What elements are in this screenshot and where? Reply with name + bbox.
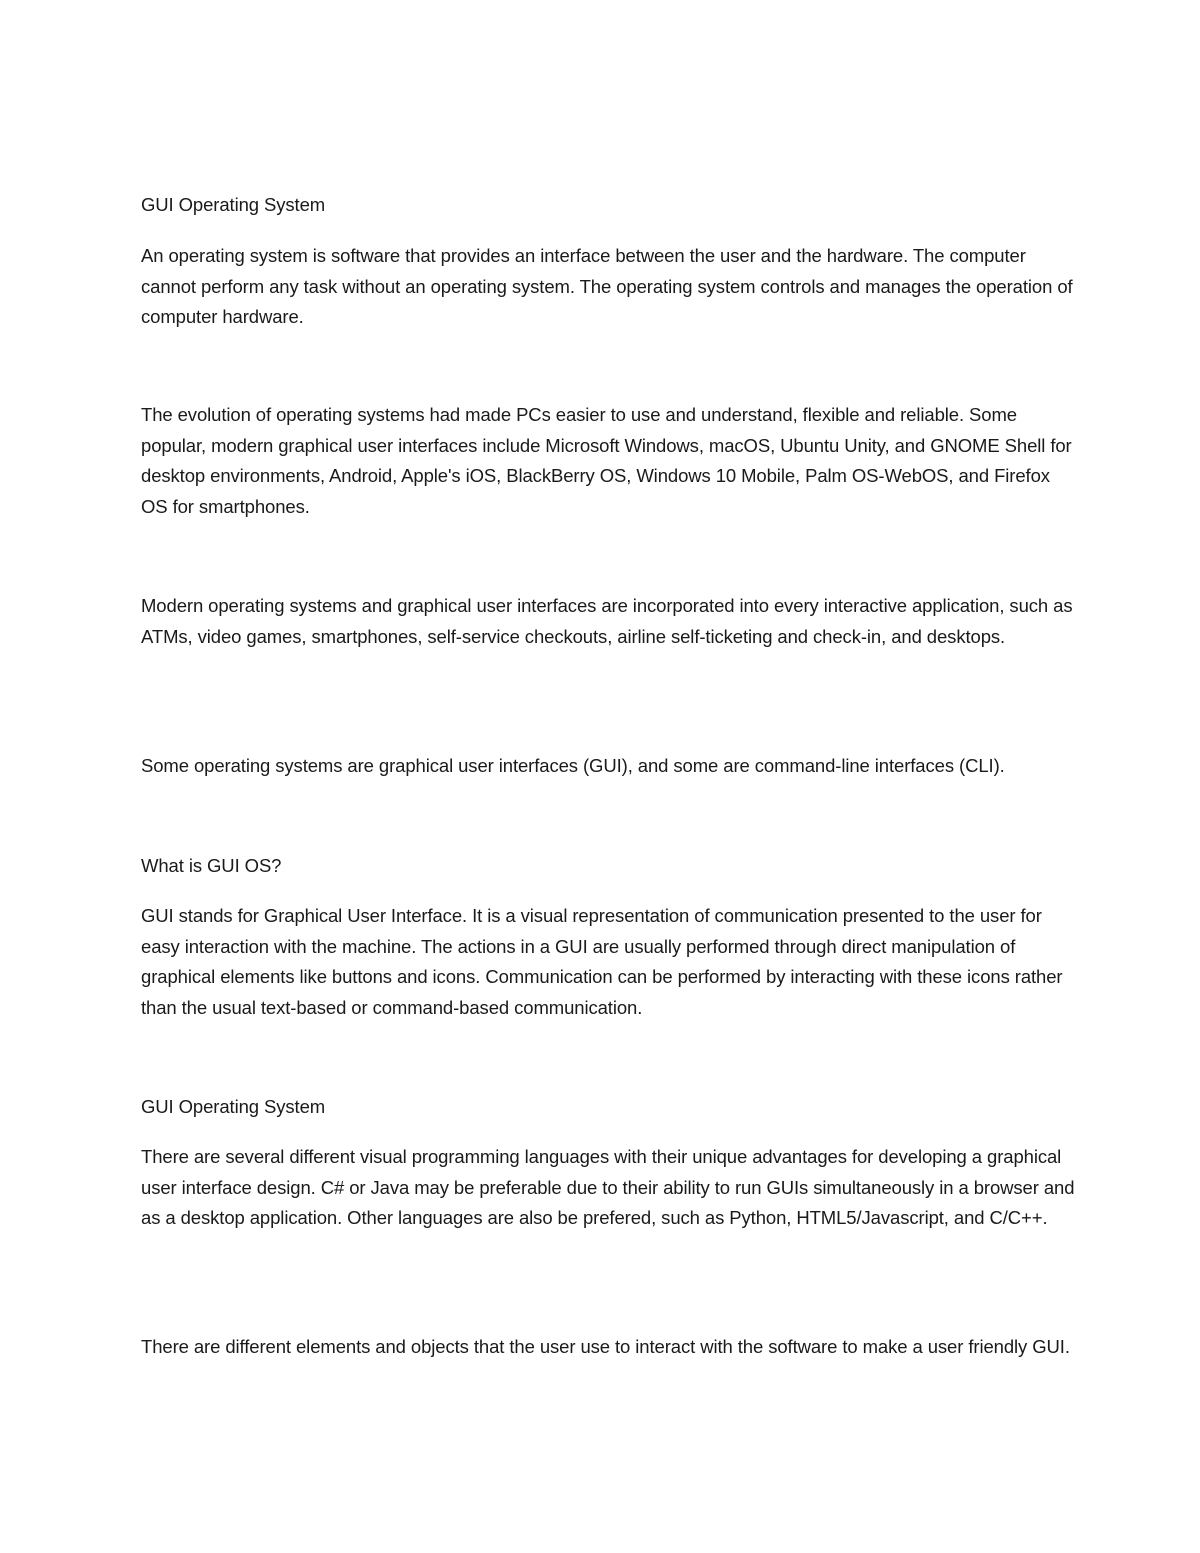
heading-gui-operating-system: GUI Operating System	[141, 194, 326, 215]
paragraph-gui-definition: GUI stands for Graphical User Interface. It is a visual representation of communication presented to the user for easy interaction with the machine. The actions in a GUI are usually performed through direct manipulation of graphical elements like buttons and icons. Communication can be performed by interacting with these icons rather than the usual text-based or command-based communication.	[141, 905, 1063, 1018]
heading-what-is-gui-os: What is GUI OS?	[141, 855, 282, 876]
paragraph-os-definition: An operating system is software that provides an interface between the user and the hardware. The computer cannot perform any task without an operating system. The operating system controls and manages the operation of computer hardware.	[141, 245, 1073, 328]
paragraph-gui-cli: Some operating systems are graphical user interfaces (GUI), and some are command-line interfaces (CLI).	[141, 755, 1005, 776]
paragraph-modern-os: Modern operating systems and graphical user interfaces are incorporated into every interactive application, such as ATMs, video games, smartphones, self-service checkouts, airline self-ticketing and check-in, and desktops.	[141, 595, 1073, 647]
paragraph-gui-elements: There are different elements and objects that the user use to interact with the software to make a user friendly GUI.	[141, 1336, 1070, 1357]
paragraph-programming-languages: There are several different visual programming languages with their unique advantages for developing a graphical user interface design. C# or Java may be preferable due to their ability to run GUIs simultaneously in a browser and as a desktop application. Other languages are also be prefered, such as Python, HTML5/Javascript, and C/C++.	[141, 1146, 1075, 1229]
heading-gui-operating-system-2: GUI Operating System	[141, 1096, 326, 1117]
paragraph-os-evolution: The evolution of operating systems had made PCs easier to use and understand, flexible and reliable. Some popular, modern graphical user interfaces include Microsoft Windows, macOS, Ubuntu Unity, and GNOME Shell for desktop environments, Android, Apple's iOS, BlackBerry OS, Windows 10 Mobile, Palm OS-WebOS, and Firefox OS for smartphones.	[141, 404, 1072, 517]
